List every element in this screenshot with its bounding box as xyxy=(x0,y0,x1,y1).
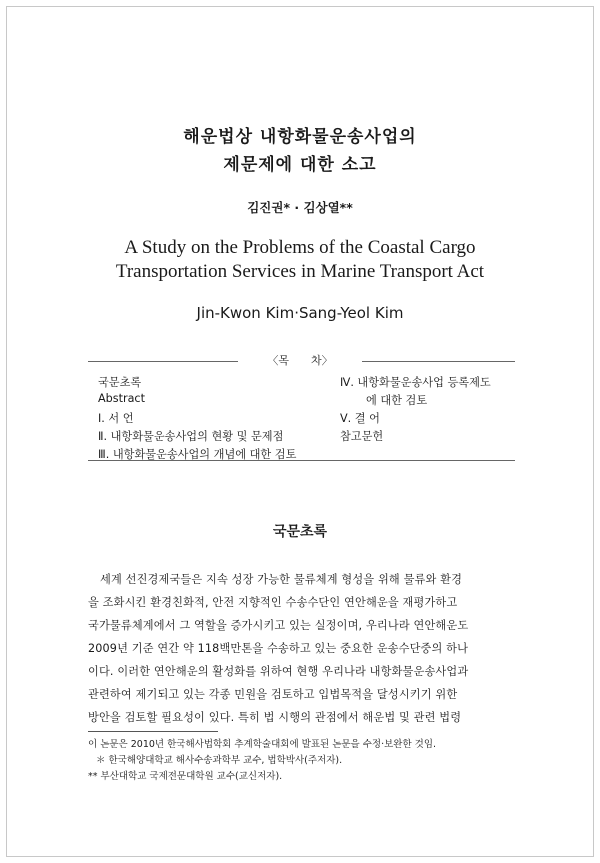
toc-item: Ⅴ. 결 어 xyxy=(340,412,380,425)
toc-item: Ⅱ. 내항화물운송사업의 현황 및 문제점 xyxy=(98,430,284,443)
paragraph-line: 방안을 검토할 필요성이 있다. 특히 법 시행의 관점에서 해운법 및 관련 법령 xyxy=(88,711,462,724)
footnote: ＊ 한국해양대학교 해사수송과학부 교수, 법학박사(주저자). xyxy=(96,755,343,766)
paragraph-line: 관련하여 제기되고 있는 각종 민원을 검토하고 입법목적을 달성시키기 위한 xyxy=(88,688,458,701)
paragraph-line: 세계 선진경제국들은 지속 성장 가능한 물류체계 형성을 위해 물류와 환경 xyxy=(100,573,463,586)
toc-item: Ⅲ. 내항화물운송사업의 개념에 대한 검토 xyxy=(98,448,297,461)
english-authors: Jin-Kwon Kim·Sang-Yeol Kim xyxy=(196,304,404,322)
toc-label: 〈목 차〉 xyxy=(267,354,333,367)
toc-item: 에 대한 검토 xyxy=(366,394,428,407)
paragraph-line: 이다. 이러한 연안해운의 활성화를 위하여 현행 우리나라 내항화물운송사업과 xyxy=(88,665,469,678)
korean-title-line-1: 해운법상 내항화물운송사업의 xyxy=(183,127,417,147)
toc-bottom-rule xyxy=(88,460,515,461)
section-heading: 국문초록 xyxy=(272,524,328,540)
toc-top-rule-left xyxy=(88,361,238,362)
toc-top-rule-right xyxy=(362,361,515,362)
paragraph-line: 을 조화시킨 환경친화적, 안전 지향적인 수송수단인 연안해운을 재평가하고 xyxy=(88,596,458,609)
english-title-line-1: A Study on the Problems of the Coastal Cargo xyxy=(124,237,476,258)
footnote-rule xyxy=(88,731,218,732)
toc-item: Abstract xyxy=(98,392,145,405)
toc-item: Ⅳ. 내항화물운송사업 등록제도 xyxy=(340,376,491,389)
toc-item: 참고문헌 xyxy=(340,430,384,443)
korean-title-line-2: 제문제에 대한 소고 xyxy=(223,155,377,175)
paragraph-line: 2009년 기준 연간 약 118백만톤을 수송하고 있는 중요한 운송수단중의 하나 xyxy=(88,642,469,655)
toc-item: Ⅰ. 서 언 xyxy=(98,412,134,425)
english-title-line-2: Transportation Services in Marine Transport Act xyxy=(115,261,485,282)
footnote: ** 부산대학교 국제전문대학원 교수(교신저자). xyxy=(88,771,283,782)
toc-item: 국문초록 xyxy=(98,376,142,389)
footnote: 이 논문은 2010년 한국해사법학회 추계학술대회에 발표된 논문을 수정·보완한 것임. xyxy=(88,739,437,750)
korean-authors: 김진권* · 김상열** xyxy=(247,200,353,215)
paragraph-line: 국가물류체계에서 그 역할을 증가시키고 있는 실정이며, 우리나라 연안해운도 xyxy=(88,619,469,632)
